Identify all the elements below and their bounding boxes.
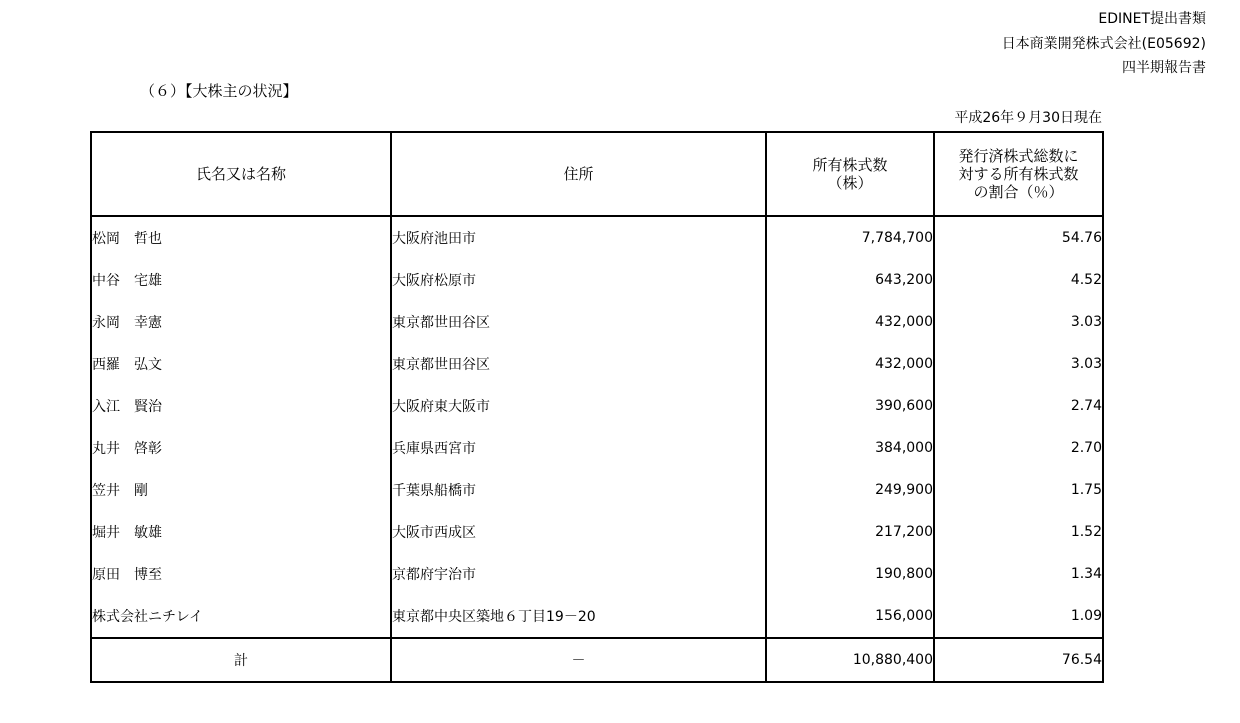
shareholder-address: 東京都中央区築地６丁目19－20: [391, 595, 766, 638]
header-name: 氏名又は名称: [91, 132, 391, 216]
shareholder-name: 入江 賢治: [91, 385, 391, 427]
ownership-ratio: 54.76: [934, 216, 1103, 259]
table-row: [91, 259, 1103, 301]
shareholder-address: 大阪府松原市: [391, 259, 766, 301]
ownership-ratio: 3.03: [934, 343, 1103, 385]
ownership-ratio: 2.74: [934, 385, 1103, 427]
shares-held: 7,784,700: [766, 216, 934, 259]
table-row: [91, 216, 1103, 259]
ownership-ratio: 1.52: [934, 511, 1103, 553]
ownership-ratio: 1.34: [934, 553, 1103, 595]
shareholder-name: 西羅 弘文: [91, 343, 391, 385]
total-address: －: [391, 638, 766, 682]
total-ratio: 76.54: [934, 638, 1103, 682]
total-row: [91, 638, 1103, 682]
ownership-ratio: 1.09: [934, 595, 1103, 638]
shares-held: 643,200: [766, 259, 934, 301]
shareholder-address: 東京都世田谷区: [391, 301, 766, 343]
section-title: （６）【大株主の状況】: [140, 82, 298, 100]
shares-held: 432,000: [766, 343, 934, 385]
company-name: 日本商業開発株式会社(E05692): [1001, 36, 1206, 52]
shareholder-address: 兵庫県西宮市: [391, 427, 766, 469]
shares-held: 156,000: [766, 595, 934, 638]
shares-held: 217,200: [766, 511, 934, 553]
shareholder-name: 中谷 宅雄: [91, 259, 391, 301]
header-shares: 所有株式数 （株）: [766, 132, 934, 216]
total-shares: 10,880,400: [766, 638, 934, 682]
table-row: [91, 511, 1103, 553]
shares-held: 249,900: [766, 469, 934, 511]
header-address: 住所: [391, 132, 766, 216]
major-shareholders-table: [90, 131, 1104, 683]
table-row: [91, 343, 1103, 385]
table-row: [91, 385, 1103, 427]
total-label: 計: [91, 638, 391, 682]
table-header-row: [91, 132, 1103, 216]
as-of-date: 平成26年９月30日現在: [954, 110, 1102, 126]
shares-held: 384,000: [766, 427, 934, 469]
edinet-header: EDINET提出書類: [1098, 11, 1206, 27]
header-ratio: 発行済株式総数に 対する所有株式数 の割合（％）: [934, 132, 1103, 216]
ownership-ratio: 1.75: [934, 469, 1103, 511]
table-row: [91, 301, 1103, 343]
shareholder-name: 堀井 敏雄: [91, 511, 391, 553]
shareholder-name: 松岡 哲也: [91, 216, 391, 259]
report-type: 四半期報告書: [1122, 60, 1206, 76]
table-row: [91, 553, 1103, 595]
shareholder-name: 永岡 幸憲: [91, 301, 391, 343]
ownership-ratio: 2.70: [934, 427, 1103, 469]
shareholder-name: 株式会社ニチレイ: [91, 595, 391, 638]
shareholder-address: 東京都世田谷区: [391, 343, 766, 385]
shareholder-name: 丸井 啓彰: [91, 427, 391, 469]
table-row: [91, 595, 1103, 638]
shareholder-name: 笠井 剛: [91, 469, 391, 511]
shares-held: 432,000: [766, 301, 934, 343]
table-body: [91, 216, 1103, 638]
shareholder-name: 原田 博至: [91, 553, 391, 595]
table-row: [91, 427, 1103, 469]
shareholder-address: 大阪府池田市: [391, 216, 766, 259]
table-row: [91, 469, 1103, 511]
shares-held: 190,800: [766, 553, 934, 595]
shares-held: 390,600: [766, 385, 934, 427]
ownership-ratio: 4.52: [934, 259, 1103, 301]
shareholder-address: 京都府宇治市: [391, 553, 766, 595]
ownership-ratio: 3.03: [934, 301, 1103, 343]
shareholder-address: 大阪市西成区: [391, 511, 766, 553]
shareholder-address: 千葉県船橋市: [391, 469, 766, 511]
shareholder-address: 大阪府東大阪市: [391, 385, 766, 427]
